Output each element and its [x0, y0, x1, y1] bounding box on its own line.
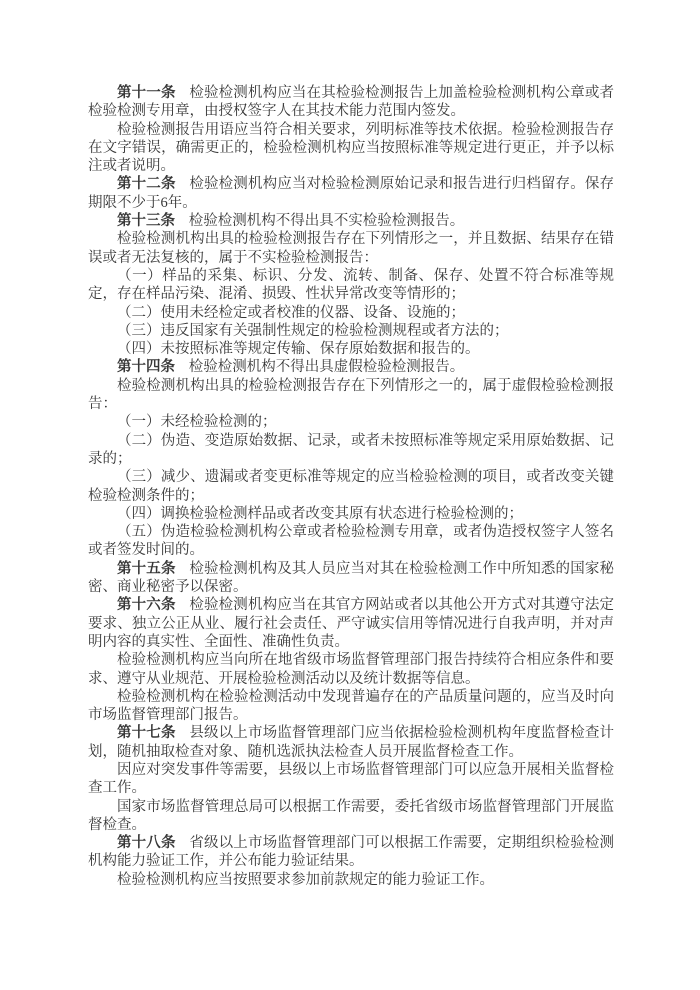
- paragraph-text: （三）违反国家有关强制性规定的检验检测规程或者方法的；: [117, 322, 509, 339]
- paragraph-text: 省级以上市场监督管理部门可以根据工作需要，定期组织检验检测机构能力验证工作，并公布能力验证结果。: [88, 835, 614, 870]
- paragraph: [88, 505, 614, 523]
- paragraph-text: 国家市场监督管理总局可以根据工作需要，委托省级市场监督管理部门开展监督检查。: [88, 798, 614, 833]
- paragraph-text: （一）未经检验检测的；: [117, 414, 277, 431]
- paragraph-text: （二）伪造、变造原始数据、记录，或者未按照标准等规定采用原始数据、记录的；: [88, 432, 614, 467]
- article-heading: 第十五条: [117, 560, 176, 577]
- paragraph-text: 检验检测机构应当按照要求参加前款规定的能力验证工作。: [117, 871, 494, 888]
- paragraph-text: 检验检测机构应当在其检验检测报告上加盖检验检测机构公章或者检验检测专用章，由授权签字人在其技术能力范围内签发。: [88, 85, 614, 120]
- paragraph: [88, 84, 614, 121]
- article-heading: 第十六条: [117, 597, 176, 614]
- paragraph: [88, 523, 614, 560]
- article-heading: 第十四条: [117, 359, 175, 376]
- paragraph-text: （四）未按照标准等规定传输、保存原始数据和报告的。: [117, 341, 480, 358]
- paragraph-text: 检验检测机构及其人员应当对其在检验检测工作中所知悉的国家秘密、商业秘密予以保密。: [88, 560, 614, 596]
- paragraph: [88, 358, 614, 376]
- paragraph-text: （一）样品的采集、标识、分发、流转、制备、保存、处置不符合标准等规定，存在样品污染、混淆、损毁、性状异常改变等情形的；: [88, 267, 614, 303]
- article-heading: 第十七条: [117, 725, 176, 742]
- paragraph: [88, 413, 614, 431]
- paragraph: [88, 560, 614, 597]
- paragraph: [88, 651, 614, 688]
- paragraph: [88, 340, 614, 358]
- paragraph-text: 检验检测机构不得出具不实检验检测报告。: [188, 213, 465, 230]
- paragraph: [88, 175, 614, 212]
- paragraph: [88, 230, 614, 267]
- paragraph: [88, 871, 614, 889]
- paragraph-text: 检验检测机构出具的检验检测报告存在下列情形之一的，属于虚假检验检测报告：: [88, 377, 614, 413]
- paragraph: [88, 724, 614, 761]
- paragraph: [88, 267, 614, 304]
- paragraph: [88, 432, 614, 469]
- paragraph-text: 检验检测机构应当向所在地省级市场监督管理部门报告持续符合相应条件和要求、遵守从业规范、开展检验检测活动以及统计数据等信息。: [88, 652, 614, 687]
- paragraph: [88, 212, 614, 230]
- paragraph-text: （二）使用未经检定或者校准的仪器、设备、设施的；: [117, 304, 465, 321]
- paragraph: [88, 468, 614, 505]
- article-heading: 第十八条: [117, 835, 176, 852]
- document-body: [88, 84, 614, 889]
- paragraph: [88, 322, 614, 340]
- paragraph-text: （五）伪造检验检测机构公章或者检验检测专用章，或者伪造授权签字人签名或者签发时间的。: [88, 524, 614, 559]
- paragraph: [88, 834, 614, 871]
- paragraph-text: 县级以上市场监督管理部门应当依据检验检测机构年度监督检查计划，随机抽取检查对象、随机选派执法检查人员开展监督检查工作。: [88, 725, 614, 760]
- article-heading: 第十一条: [117, 85, 176, 101]
- article-heading: 第十三条: [117, 213, 175, 230]
- paragraph-text: 检验检测机构应当在其官方网站或者以其他公开方式对其遵守法定要求、独立公正从业、履行社会责任、严守诚实信用等情况进行自我声明，并对声明内容的真实性、全面性、准确性负责。: [88, 597, 614, 650]
- paragraph: [88, 688, 614, 725]
- paragraph-text: 检验检测机构不得出具虚假检验检测报告。: [188, 359, 465, 376]
- paragraph-text: （四）调换检验检测样品或者改变其原有状态进行检验检测的；: [117, 505, 523, 522]
- paragraph-text: 检验检测机构应当对检验检测原始记录和报告进行归档留存。保存期限不少于6年。: [88, 176, 614, 211]
- paragraph-text: 检验检测报告用语应当符合相关要求，列明标准等技术依据。检验检测报告存在文字错误，确需更正的，检验检测机构应当按照标准等规定进行更正，并予以标注或者说明。: [88, 121, 614, 175]
- paragraph: [88, 304, 614, 322]
- paragraph-text: （三）减少、遗漏或者变更标准等规定的应当检验检测的项目，或者改变关键检验检测条件的；: [88, 469, 614, 504]
- paragraph-text: 检验检测机构在检验检测活动中发现普遍存在的产品质量问题的，应当及时向市场监督管理部门报告。: [88, 688, 614, 724]
- article-heading: 第十二条: [117, 176, 176, 193]
- paragraph-text: 因应对突发事件等需要，县级以上市场监督管理部门可以应急开展相关监督检查工作。: [88, 761, 614, 797]
- paragraph: [88, 798, 614, 835]
- paragraph: [88, 121, 614, 176]
- paragraph: [88, 377, 614, 414]
- paragraph-text: 检验检测机构出具的检验检测报告存在下列情形之一，并且数据、结果存在错误或者无法复核的，属于不实检验检测报告：: [88, 231, 614, 266]
- paragraph: [88, 761, 614, 798]
- paragraph: [88, 596, 614, 651]
